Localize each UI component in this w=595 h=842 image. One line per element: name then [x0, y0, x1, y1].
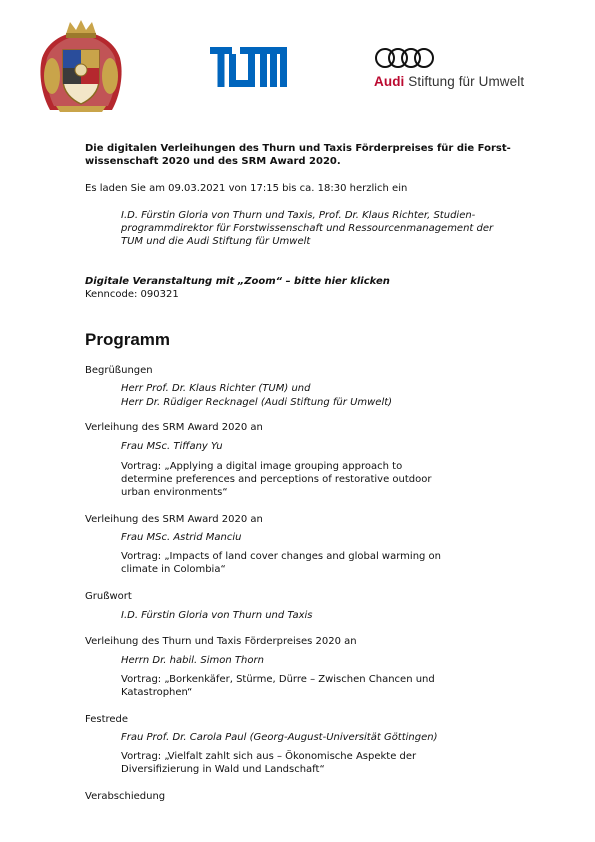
audi-stiftung-wordmark [374, 74, 524, 89]
section-festrede: Festrede [85, 714, 129, 725]
talk-thorn-line-2: Katastrophen“ [121, 687, 193, 698]
programm-heading: Programm [85, 330, 171, 349]
thurn-und-taxis-coat-of-arms-icon [36, 18, 126, 114]
talk-thorn-line-1: Vortrag: „Borkenkäfer, Stürme, Dürre – Zwischen Chancen und [121, 674, 435, 685]
section-srm-award-1: Verleihung des SRM Award 2020 an [85, 422, 263, 433]
invitation-text: Es laden Sie am 09.03.2021 von 17:15 bis ca. 18:30 herzlich ein [85, 183, 408, 194]
talk-yu-line-3: urban environments“ [121, 487, 228, 498]
audi-stiftung-text: Stiftung für Umwelt [408, 74, 525, 89]
thurn-und-taxis-crest-logo [36, 18, 126, 114]
speaker-richter: Herr Prof. Dr. Klaus Richter (TUM) und [121, 383, 311, 394]
speaker-recknagel: Herr Dr. Rüdiger Recknagel (Audi Stiftung für Umwelt) [121, 397, 393, 408]
tum-logo-icon [210, 47, 287, 87]
section-verabschiedung: Verabschiedung [85, 791, 166, 802]
tum-logo [210, 47, 287, 87]
kenncode-text: Kenncode: 090321 [85, 289, 179, 300]
audi-brand-text: Audi [374, 74, 405, 89]
awardee-yu: Frau MSc. Tiffany Yu [121, 441, 223, 452]
event-title-line-1: Die digitalen Verleihungen des Thurn und Taxis Förderpreises für die Forst- [85, 143, 511, 154]
hosts-line-3: TUM und die Audi Stiftung für Umwelt [121, 236, 311, 247]
talk-paul-line-2: Diversifizierung in Wald und Landschaft“ [121, 764, 325, 775]
talk-yu-line-1: Vortrag: „Applying a digital image grouping approach to [121, 461, 403, 472]
event-title-line-2: wissenschaft 2020 und des SRM Award 2020. [85, 156, 341, 167]
hosts-line-1: I.D. Fürstin Gloria von Thurn und Taxis, Prof. Dr. Klaus Richter, Studien- [121, 210, 476, 221]
hosts-line-2: programmdirektor für Forstwissenschaft und Ressourcenmanagement der [121, 223, 494, 234]
section-foerderpreis: Verleihung des Thurn und Taxis Förderpreises 2020 an [85, 636, 357, 647]
awardee-manciu: Frau MSc. Astrid Manciu [121, 532, 242, 543]
talk-paul-line-1: Vortrag: „Vielfalt zahlt sich aus – Ökonomische Aspekte der [121, 751, 417, 762]
section-begruessungen: Begrüßungen [85, 365, 153, 376]
audi-stiftung-logo [374, 46, 564, 92]
speaker-paul: Frau Prof. Dr. Carola Paul (Georg-August-Universität Göttingen) [121, 732, 438, 743]
awardee-thorn: Herrn Dr. habil. Simon Thorn [121, 655, 264, 666]
section-srm-award-2: Verleihung des SRM Award 2020 an [85, 514, 263, 525]
zoom-event-link[interactable]: Digitale Veranstaltung mit „Zoom“ – bitte hier klicken [85, 276, 390, 287]
section-grusswort: Grußwort [85, 591, 132, 602]
talk-manciu-line-2: climate in Colombia“ [121, 564, 226, 575]
talk-yu-line-2: determine preferences and perceptions of restorative outdoor [121, 474, 432, 485]
audi-rings-icon [374, 46, 436, 70]
speaker-gloria: I.D. Fürstin Gloria von Thurn und Taxis [121, 610, 313, 621]
talk-manciu-line-1: Vortrag: „Impacts of land cover changes and global warming on [121, 551, 442, 562]
